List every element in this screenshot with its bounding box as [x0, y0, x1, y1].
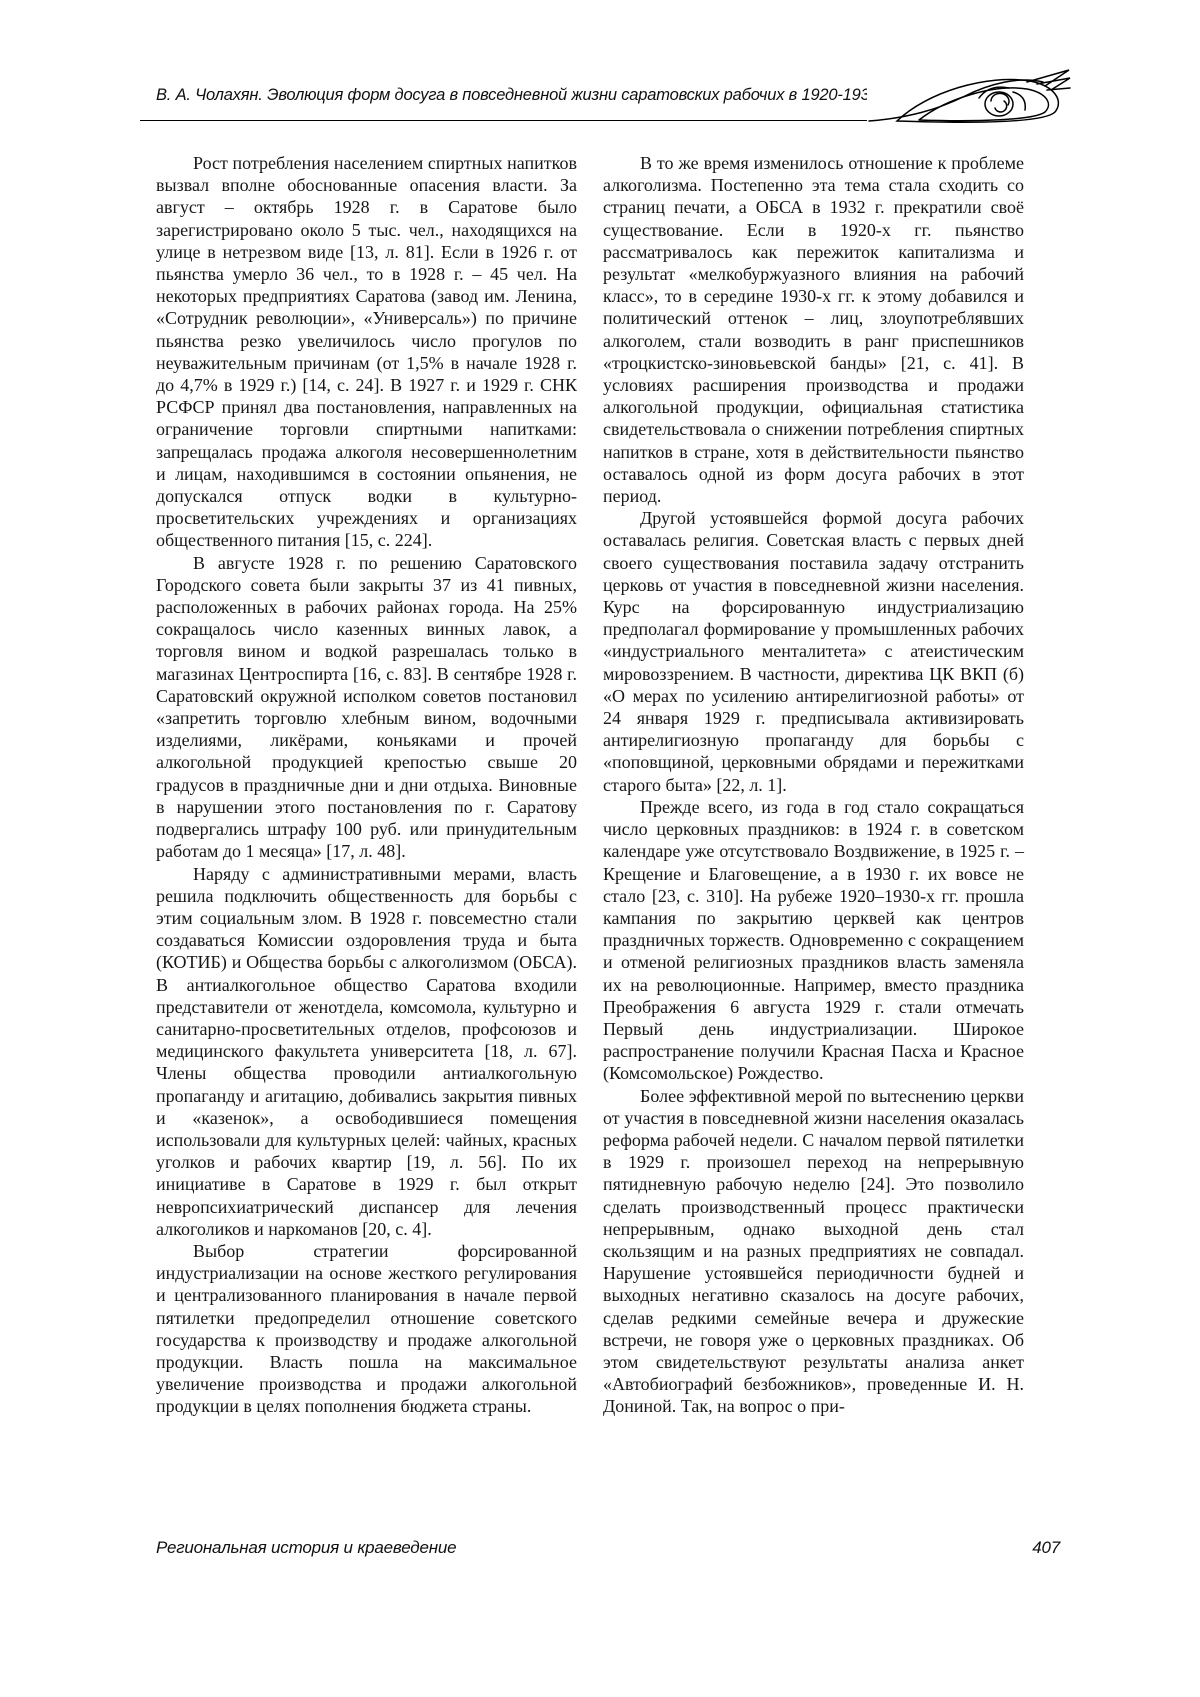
body-paragraph: Прежде всего, из года в год стало сокращаться число церковных праздников: в 1924 г. в советском календаре уже отсутствовало Воздвижение, в 1925 г. – Крещение и Благовещение, а в 1930 г. их вовсе не стало [23, с. 310]. На рубеже 1920–1930-х гг. прошла кампания по закрытию церквей как центров праздничных торжеств. Одновременно с сокращением и отменой религиозных праздников власть заменяла их на революционные. Например, вместо праздника Преображения 6 августа 1929 г. стали отмечать Первый день индустриализации. Широкое распространение получили Красная Пасха и Красное (Комсомольское) Рождество.	[603, 796, 1024, 1084]
article-body	[156, 152, 1024, 1418]
body-paragraph: Наряду с административными мерами, власть решила подключить общественность для борьбы с этим социальным злом. В 1928 г. повсеместно стали создаваться Комиссии оздоровления труда и быта (КОТИБ) и Общества борьбы с алкоголизмом (ОБСА). В антиалкогольное общество Саратова входили представители от женотдела, комсомола, культурно и санитарно-просветительных отделов, профсоюзов и медицинского факультета университета [18, л. 67]. Члены общества проводили антиалкогольную пропаганду и агитацию, добивались закрытия пивных и «казенок», а освободившиеся помещения использовали для культурных целей: чайных, красных уголков и рабочих квартир [19, л. 56]. По их инициативе в Саратове в 1929 г. был открыт невропсихиатрический диспансер для лечения алкоголиков и наркоманов [20, с. 4].	[156, 863, 577, 1239]
body-paragraph: Более эффективной мерой по вытеснению церкви от участия в повседневной жизни населения оказалась реформа рабочей недели. С началом первой пятилетки в 1929 г. произошел переход на непрерывную пятидневную рабочую неделю [24]. Это позволило сделать производственный процесс практически непрерывным, однако выходной день стал скользящим и на разных предприятиях не совпадал. Нарушение устоявшейся периодичности будней и выходных негативно сказалось на досуге рабочих, сделав редкими семейные вечера и дружеские встречи, не говоря уже о церковных праздниках. Об этом свидетельствуют результаты анализа анкет «Автобиографий безбожников», проведенные И. Н. Дониной. Так, на вопрос о при-	[603, 1085, 1024, 1417]
footer-section-title: Региональная история и краеведение	[156, 1538, 457, 1557]
art-nouveau-flourish-icon	[867, 68, 1072, 124]
body-paragraph: Рост потребления населением спиртных напитков вызвал вполне обоснованные опасения власти. За август – октябрь 1928 г. в Саратове было зарегистрировано около 5 тыс. чел., находящихся на улице в нетрезвом виде [13, л. 81]. Если в 1926 г. от пьянства умерло 36 чел., то в 1928 г. – 45 чел. На некоторых предприятиях Саратова (завод им. Ленина, «Сотрудник революции», «Универсаль») по причине пьянства резко увеличилось число прогулов по неуважительным причинам (от 1,5% в начале 1928 г. до 4,7% в 1929 г.) [14, с. 24]. В 1927 г. и 1929 г. СНК РСФСР принял два постановления, направленных на ограничение торговли спиртными напитками: запрещалась продажа алкоголя несовершеннолетним и лицам, находившимся в состоянии опьянения, не допускался отпуск водки в культурно-просветительских учреждениях и организациях общественного питания [15, с. 224].	[156, 153, 577, 551]
right-column	[603, 152, 1024, 1418]
left-column	[156, 152, 577, 1418]
page-footer	[156, 1538, 1060, 1558]
body-paragraph: В августе 1928 г. по решению Саратовского Городского совета были закрыты 37 из 41 пивных, расположенных в рабочих районах города. На 25% сокращалось число казенных винных лавок, а торговля вином и водкой разрешалась только в магазинах Центроспирта [16, с. 83]. В сентябре 1928 г. Саратовский окружной исполком советов постановил «запретить торговлю хлебным вином, водочными изделиями, ликёрами, коньяками и прочей алкогольной продукцией крепостью свыше 20 градусов в праздничные дни и дни отдыха. Виновные в нарушении этого постановления по г. Саратову подвергались штрафу 100 руб. или принудительным работам до 1 месяца» [17, л. 48].	[156, 552, 577, 862]
running-head-title: В. А. Чолахян. Эволюция форм досуга в повседневной жизни саратовских рабочих в 1920-1930-е гг.	[156, 86, 918, 104]
body-paragraph: В то же время изменилось отношение к проблеме алкоголизма. Постепенно эта тема стала сходить со страниц печати, а ОБСА в 1932 г. прекратили своё существование. Если в 1920-х гг. пьянство рассматривалось как пережиток капитализма и результат «мелкобуржуазного влияния на рабочий класс», то в середине 1930-х гг. к этому добавился и политический оттенок – лиц, злоупотреблявших алкоголем, стали возводить в ранг приспешников «троцкистско-зиновьевской банды» [21, с. 41]. В условиях расширения производства и продажи алкогольной продукции, официальная статистика свидетельствовала о снижении потребления спиртных напитков в стране, хотя в действительности пьянство оставалось одной из форм досуга рабочих в этот период.	[603, 153, 1024, 507]
body-paragraph: Другой устоявшейся формой досуга рабочих оставалась религия. Советская власть с первых дней своего существования поставила задачу отстранить церковь от участия в повседневной жизни населения. Курс на форсированную индустриализацию предполагал формирование у промышленных рабочих «индустриального менталитета» с атеистическим мировоззрением. В частности, директива ЦК ВКП (б) «О мерах по усилению антирелигиозной работы» от 24 января 1929 г. предписывала активизировать антирелигиозную пропаганду для борьбы с «поповщиной, церковными обрядами и пережитками старого быта» [22, л. 1].	[603, 508, 1024, 795]
body-paragraph: Выбор стратегии форсированной индустриализации на основе жесткого регулирования и централизованного планирования в начале первой пятилетки предопределил отношение советского государства к производству и продаже алкогольной продукции. Власть пошла на максимальное увеличение производства и продажи алкогольной продукции в целях пополнения бюджета страны.	[156, 1240, 577, 1417]
footer-page-number: 407	[1032, 1538, 1060, 1557]
